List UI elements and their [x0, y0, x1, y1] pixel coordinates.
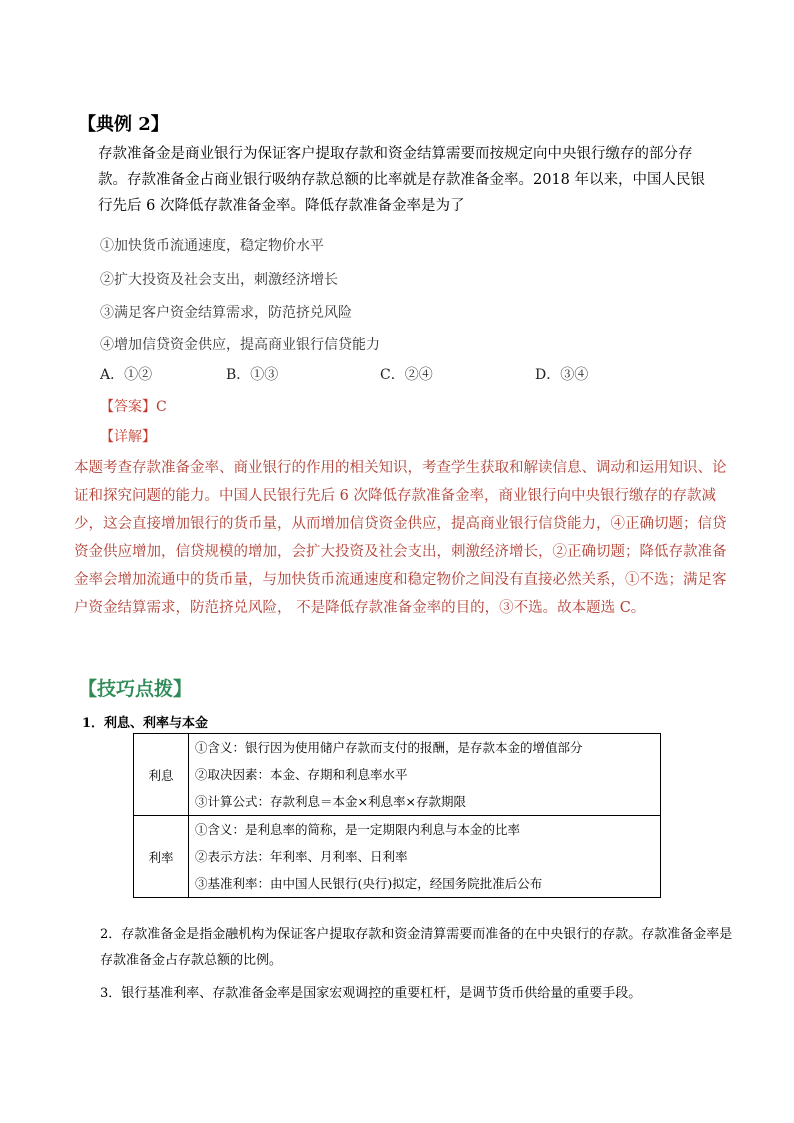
table-row-content	[189, 734, 661, 816]
choice-d: D．③④	[535, 367, 589, 383]
note-2: 2．存款准备金是指金融机构为保证客户提取存款和资金清算需要而准备的在中央银行的存款。存款准备金率是存款准备金占存款总额的比例。	[100, 927, 733, 968]
answer-line	[100, 396, 167, 416]
interest-table	[133, 733, 661, 898]
table-row-label: 利率	[134, 816, 189, 898]
answer-value: C	[156, 399, 167, 415]
table-row	[134, 734, 661, 816]
choice-b: B．①③	[226, 367, 279, 383]
example-title: 【典例 2】	[78, 114, 169, 135]
tips-heading: 1．利息、利率与本金	[82, 716, 209, 731]
question-stem: 存款准备金是商业银行为保证客户提取存款和资金结算需要而按规定向中央银行缴存的部分存款。存款准备金占商业银行吸纳存款总额的比率就是存款准备金率。2018 年以来，中国人民银行先后 6 次降低存款准备金率。降低存款准备金率是为了	[98, 146, 706, 214]
tips-title: 【技巧点拨】	[78, 678, 193, 700]
table-row	[134, 816, 661, 898]
table-row-content	[189, 816, 661, 898]
option-4: ④增加信贷资金供应，提高商业银行信贷能力	[100, 337, 380, 353]
note-3: 3．银行基准利率、存款准备金率是国家宏观调控的重要杠杆，是调节货币供给量的重要手段。	[100, 986, 642, 1001]
choice-a: A．①②	[100, 367, 153, 383]
detail-label: 【详解】	[100, 429, 156, 445]
table-line: ③基准利率：由中国人民银行(央行)拟定，经国务院批准后公布	[195, 876, 543, 891]
table-line: ①含义：是利息率的简称，是一定期限内利息与本金的比率	[195, 822, 521, 837]
table-line: ②表示方法：年利率、月利率、日利率	[195, 849, 408, 864]
table-line: ③计算公式：存款利息＝本金×利息率×存款期限	[195, 794, 466, 809]
explanation-text: 本题考查存款准备金率、商业银行的作用的相关知识，考查学生获取和解读信息、调动和运用知识、论证和探究问题的能力。中国人民银行先后 6 次降低存款准备金率，商业银行向中央银行缴存的存款减少，这会直接增加银行的货币量，从而增加信贷资金供应，提高商业银行信贷能力，④正确切题；信贷资金供应增加，信贷规模的增加，会扩大投资及社会支出，刺激经济增长，②正确切题；降低存款准备金率会增加流通中的货币量，与加快货币流通速度和稳定物价之间没有直接必然关系，①不选；满足客户资金结算需求，防范挤兑风险， 不是降低存款准备金率的目的，③不选。故本题选 C。	[74, 460, 727, 616]
choice-c: C．②④	[380, 367, 433, 383]
table-line: ①含义：银行因为使用储户存款而支付的报酬，是存款本金的增值部分	[195, 740, 583, 755]
table-row-label: 利息	[134, 734, 189, 816]
option-1: ①加快货币流通速度，稳定物价水平	[100, 238, 324, 254]
option-3: ③满足客户资金结算需求，防范挤兑风险	[100, 305, 352, 321]
table-line: ②取决因素：本金、存期和利息率水平	[195, 767, 408, 782]
option-2: ②扩大投资及社会支出，刺激经济增长	[100, 272, 338, 288]
answer-label: 【答案】	[100, 399, 156, 415]
